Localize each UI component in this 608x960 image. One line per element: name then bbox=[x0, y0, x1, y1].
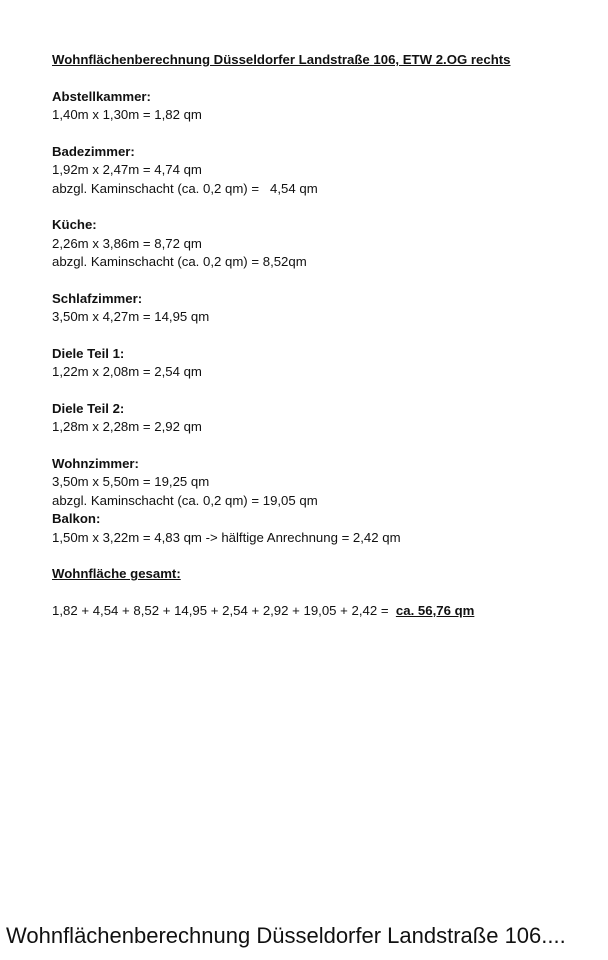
room-name: Balkon: bbox=[52, 511, 101, 526]
calc-line: 2,26m x 3,86m = 8,72 qm bbox=[52, 235, 202, 251]
room-name: Küche: bbox=[52, 217, 97, 232]
image-caption: Wohnflächenberechnung Düsseldorfer Landstraße 106.... bbox=[6, 923, 566, 948]
calc-line: 3,50m x 5,50m = 19,25 qm bbox=[52, 474, 210, 489]
calc-line: abzgl. Kaminschacht (ca. 0,2 qm) = 19,05 qm bbox=[52, 492, 318, 508]
room-abstellkammer bbox=[52, 88, 592, 125]
total-calculation bbox=[52, 602, 592, 621]
calc-line: abzgl. Kaminschacht (ca. 0,2 qm) = 4,54 qm bbox=[52, 180, 318, 196]
room-name: Abstellkammer: bbox=[52, 88, 151, 104]
calc-line: 1,92m x 2,47m = 4,74 qm bbox=[52, 162, 202, 177]
calc-line: abzgl. Kaminschacht (ca. 0,2 qm) = 8,52qm bbox=[52, 254, 307, 269]
room-name: Diele Teil 1: bbox=[52, 345, 125, 361]
calc-line: 3,50m x 4,27m = 14,95 qm bbox=[52, 309, 210, 324]
room-badezimmer bbox=[52, 143, 592, 199]
room-diele-teil-2 bbox=[52, 400, 592, 437]
room-balkon bbox=[52, 510, 592, 547]
total-result: ca. 56,76 qm bbox=[395, 602, 475, 618]
room-kueche bbox=[52, 216, 592, 272]
calc-line: 1,50m x 3,22m = 4,83 qm -> hälftige Anrechnung = 2,42 qm bbox=[52, 529, 401, 545]
calc-line: 1,22m x 2,08m = 2,54 qm bbox=[52, 364, 202, 379]
room-diele-teil-1 bbox=[52, 345, 592, 382]
calc-line: 1,28m x 2,28m = 2,92 qm bbox=[52, 419, 202, 434]
room-name: Wohnzimmer: bbox=[52, 455, 139, 471]
document-page bbox=[52, 51, 592, 620]
room-name: Badezimmer: bbox=[52, 143, 135, 159]
calc-line: 1,40m x 1,30m = 1,82 qm bbox=[52, 107, 202, 122]
document-title: Wohnflächenberechnung Düsseldorfer Landstraße 106, ETW 2.OG rechts bbox=[52, 52, 511, 67]
room-name: Schlafzimmer: bbox=[52, 290, 143, 306]
room-wohnzimmer bbox=[52, 455, 592, 511]
total-sum: 1,82 + 4,54 + 8,52 + 14,95 + 2,54 + 2,92 + 19,05 + 2,42 = bbox=[52, 602, 396, 618]
room-schlafzimmer bbox=[52, 290, 592, 327]
room-name: Diele Teil 2: bbox=[52, 400, 125, 416]
total-heading: Wohnfläche gesamt: bbox=[52, 566, 181, 581]
